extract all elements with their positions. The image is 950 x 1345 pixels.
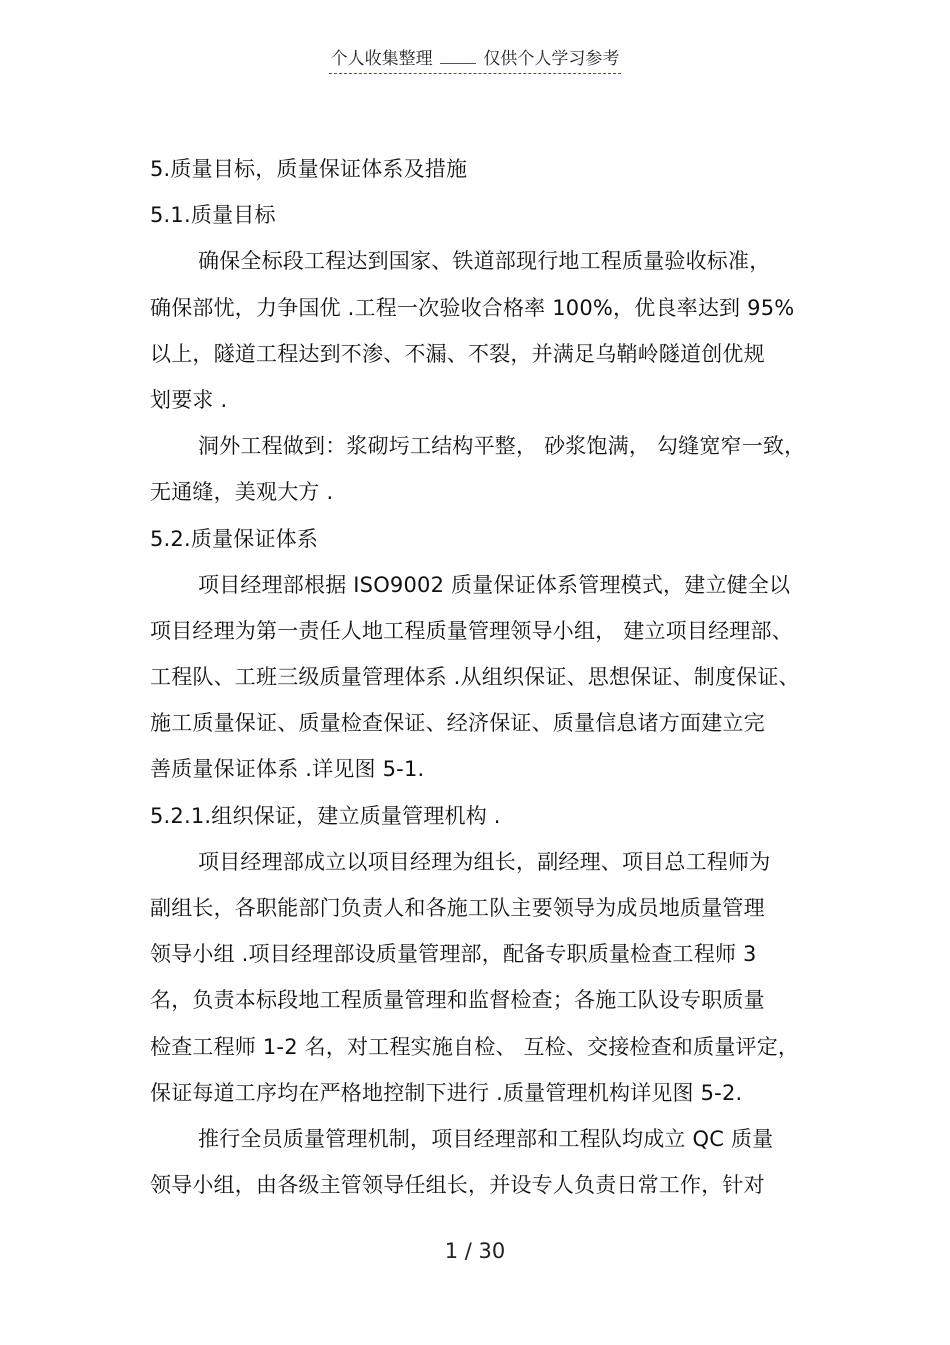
text-line: 领导小组 .项目经理部设质量管理部，配备专职质量检查工程师 3	[150, 942, 757, 967]
document-body	[150, 152, 850, 1214]
text-line: 项目经理为第一责任人地工程质量管理领导小组， 建立项目经理部、	[150, 618, 793, 643]
header-right-text: 仅供个人学习参考	[483, 49, 620, 69]
text-line: 推行全员质量管理机制，项目经理部和工程队均成立 QC 质量	[198, 1126, 774, 1151]
text-line: 5.2.1.组织保证，建立质量管理机构 .	[150, 803, 501, 828]
text-line: 确保全标段工程达到国家、铁道部现行地工程质量验收标准，	[198, 249, 771, 274]
text-line: 项目经理部成立以项目经理为组长，副经理、项目总工程师为	[198, 849, 771, 874]
text-line: 以上，隧道工程达到不渗、不漏、不裂，并满足乌鞘岭隧道创优规	[150, 341, 765, 366]
text-line: 保证每道工序均在严格地控制下进行 .质量管理机构详见图 5-2.	[150, 1080, 743, 1105]
text-line: 划要求 .	[150, 387, 228, 412]
header-left-text: 个人收集整理	[330, 49, 433, 69]
page-number: 1 / 30	[444, 1239, 506, 1263]
text-line: 5.质量目标，质量保证体系及措施	[150, 157, 468, 181]
text-line: 善质量保证体系 .详见图 5-1.	[150, 757, 425, 782]
text-line: 副组长，各职能部门负责人和各施工队主要领导为成员地质量管理	[150, 896, 765, 920]
text-line: 名，负责本标段地工程质量管理和监督检查；各施工队设专职质量	[150, 988, 765, 1013]
text-line: 领导小组，由各级主管领导任组长，并设专人负责日常工作，针对	[150, 1173, 765, 1198]
text-line: 无通缝，美观大方 .	[150, 480, 334, 505]
page-header	[0, 46, 950, 74]
header-banner	[329, 46, 622, 74]
text-line: 施工质量保证、质量检查保证、经济保证、质量信息诸方面建立完	[150, 711, 765, 736]
text-line: 工程队、工班三级质量管理体系 .从组织保证、思想保证、制度保证、	[150, 665, 800, 690]
text-line: 5.2.质量保证体系	[150, 526, 319, 551]
text-line: 项目经理部根据 ISO9002 质量保证体系管理模式，建立健全以	[198, 572, 791, 597]
text-line: 检查工程师 1-2 名，对工程实施自检、 互检、交接检查和质量评定，	[150, 1034, 800, 1059]
text-line: 洞外工程做到：浆砌圬工结构平整， 砂浆饱满， 勾缝宽窄一致，	[198, 434, 806, 459]
text-line: 确保部忧，力争国优 .工程一次验收合格率 100%，优良率达到 95%	[150, 295, 795, 320]
text-line: 5.1.质量目标	[150, 203, 276, 228]
header-separator	[440, 49, 476, 64]
